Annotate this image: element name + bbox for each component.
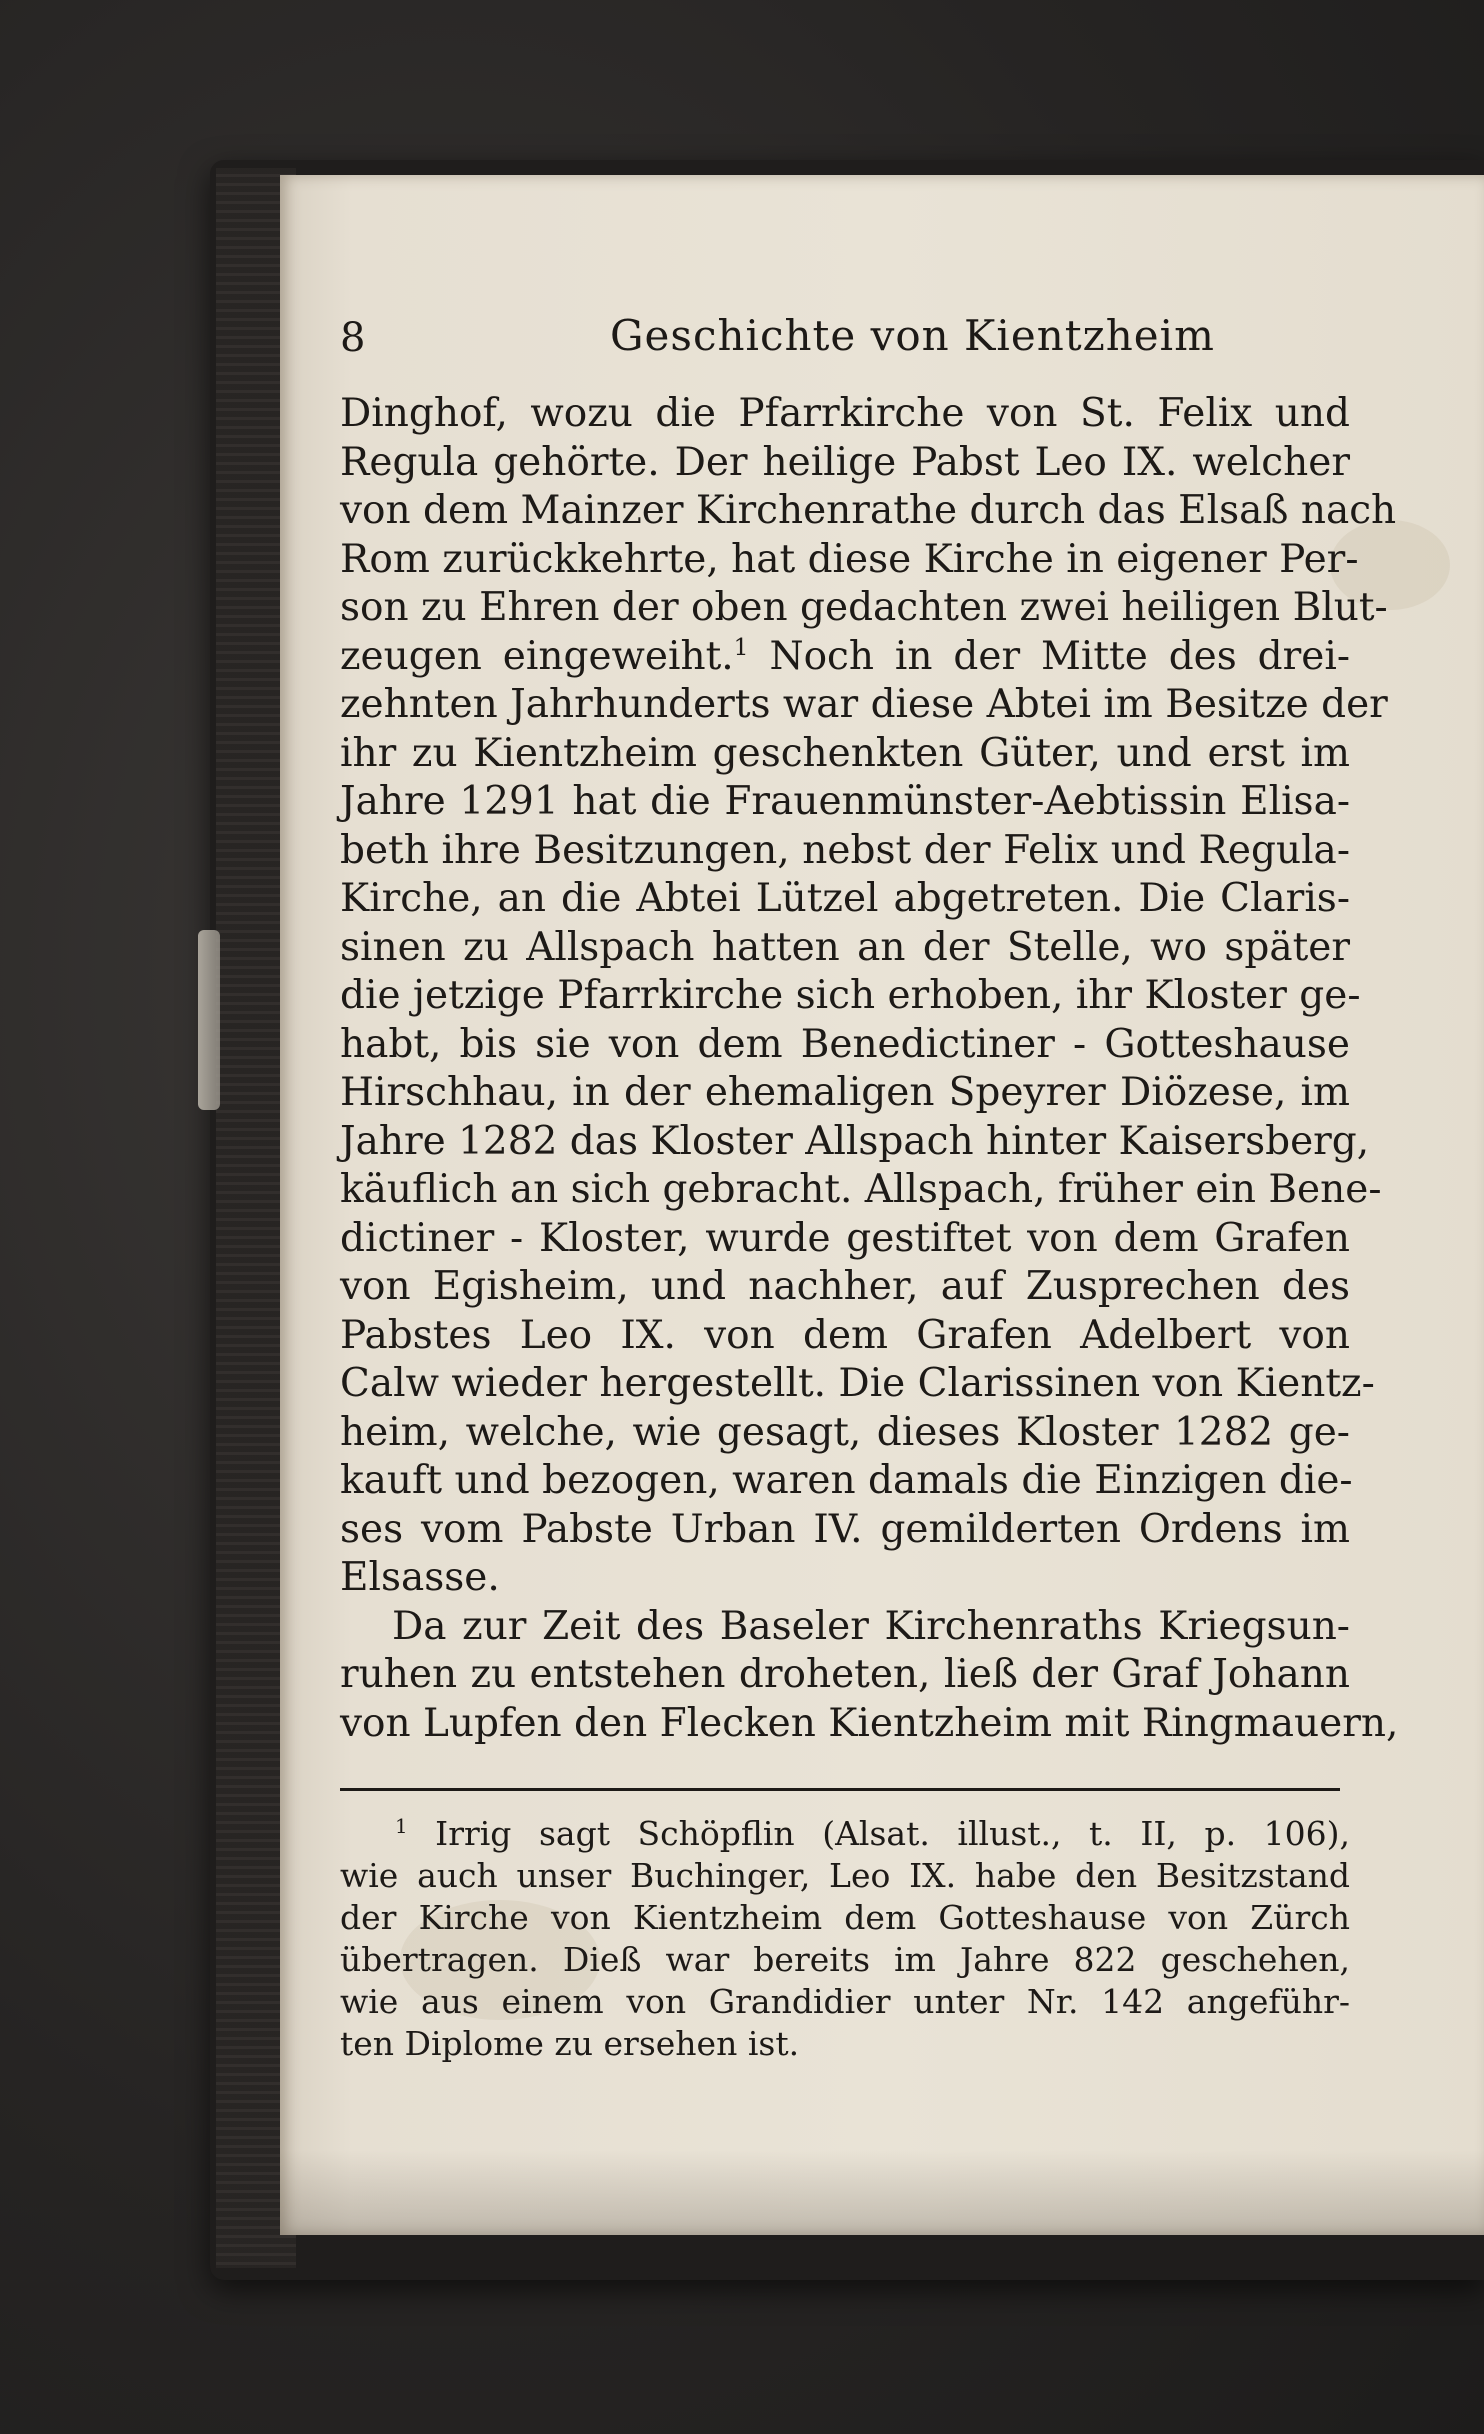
text-line: Elsasse.	[340, 1555, 500, 1600]
text-line: heim, welche, wie gesagt, dieses Kloster 1282 ge-	[340, 1409, 1350, 1455]
text-line: dictiner - Kloster, wurde gestiftet von dem Grafen	[340, 1215, 1350, 1261]
text-line: von Lupfen den Flecken Kientzheim mit Ringmauern,	[340, 1700, 1399, 1746]
text-line: Regula gehörte. Der heilige Pabst Leo IX. welcher	[340, 439, 1350, 485]
footnote-rule	[340, 1788, 1340, 1791]
text-line-with-footnote	[340, 633, 1350, 682]
text-line: zehnten Jahrhunderts war diese Abtei im Besitze der	[340, 682, 1388, 727]
text-line: Pabstes Leo IX. von dem Grafen Adelbert von	[340, 1312, 1350, 1358]
footnote-line: der Kirche von Kientzheim dem Gotteshause von Zürch	[340, 1898, 1350, 1937]
text-line: kauft und bezogen, waren damals die Einzigen die-	[340, 1458, 1353, 1503]
footnote-text: Irrig sagt Schöpflin (Alsat. illust., t. II, p. 106),	[435, 1814, 1350, 1853]
text-line: von dem Mainzer Kirchenrathe durch das Elsaß nach	[340, 488, 1397, 533]
text-line: ruhen zu entstehen droheten, ließ der Graf Johann	[340, 1652, 1350, 1697]
text-line: Rom zurückkehrte, hat diese Kirche in eigener Per-	[340, 536, 1359, 582]
binding-clip	[198, 930, 220, 1110]
page-number: 8	[340, 315, 366, 361]
footnote-line	[340, 1813, 1350, 1855]
footnote-line: ten Diplome zu ersehen ist.	[340, 2024, 800, 2063]
text-line: Hirschhau, in der ehemaligen Speyrer Diözese, im	[340, 1070, 1350, 1115]
running-head: Geschichte von Kientzheim	[610, 311, 1215, 360]
footnote-line: übertragen. Dieß war bereits im Jahre 822 geschehen,	[340, 1940, 1350, 1979]
text-line: ses vom Pabste Urban IV. gemilderten Ordens im	[340, 1506, 1350, 1552]
text-line: Kirche, an die Abtei Lützel abgetreten. Die Claris-	[340, 876, 1350, 921]
footnote-line: wie aus einem von Grandidier unter Nr. 142 angeführ-	[340, 1982, 1350, 2021]
footnote-line: wie auch unser Buchinger, Leo IX. habe den Besitzstand	[340, 1856, 1350, 1895]
text-line: Calw wieder hergestellt. Die Clarissinen von Kientz-	[340, 1361, 1375, 1406]
text-line: ihr zu Kientzheim geschenkten Güter, und erst im	[340, 730, 1350, 776]
page-text-block	[340, 300, 1399, 2065]
text-line: Dinghof, wozu die Pfarrkirche von St. Felix und	[340, 391, 1350, 436]
text-line: von Egisheim, und nachher, auf Zusprechen des	[340, 1264, 1350, 1309]
page-shadow	[280, 2150, 1484, 2235]
text-line: son zu Ehren der oben gedachten zwei heiligen Blut-	[340, 585, 1388, 630]
text-line: käuflich an sich gebracht. Allspach, früher ein Bene-	[340, 1167, 1382, 1212]
body-text	[340, 390, 1399, 1748]
text-line: die jetzige Pfarrkirche sich erhoben, ihr Kloster ge-	[340, 973, 1361, 1018]
text-fragment: zeugen eingeweiht.	[340, 633, 734, 679]
text-fragment: Noch in der Mitte des drei-	[769, 633, 1351, 679]
footnote-marker: 1	[395, 1815, 408, 1838]
text-line: Da zur Zeit des Baseler Kirchenraths Kriegsun-	[392, 1603, 1350, 1649]
footnote	[340, 1813, 1350, 2065]
text-line: beth ihre Besitzungen, nebst der Felix und Regula-	[340, 827, 1350, 873]
text-line: sinen zu Allspach hatten an der Stelle, wo später	[340, 924, 1350, 970]
text-line: Jahre 1291 hat die Frauenmünster-Aebtissin Elisa-	[340, 779, 1350, 824]
page-header	[340, 300, 1350, 390]
footnote-reference: 1	[733, 632, 749, 661]
text-line: habt, bis sie von dem Benedictiner - Gotteshause	[340, 1021, 1350, 1067]
text-line: Jahre 1282 das Kloster Allspach hinter Kaisersberg,	[340, 1118, 1370, 1164]
